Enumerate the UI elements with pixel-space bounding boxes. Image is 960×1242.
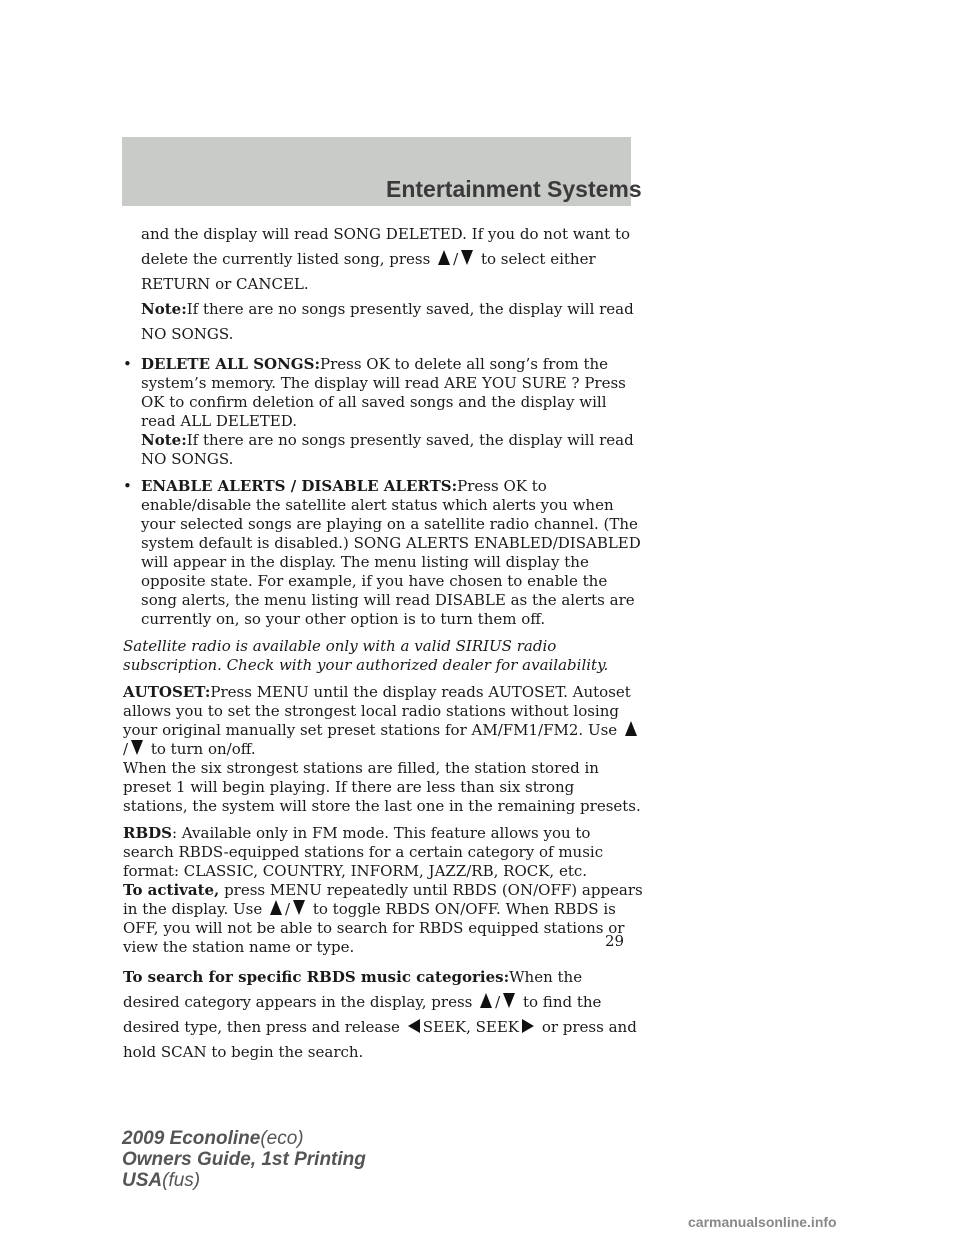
satellite-note: Satellite radio is available only with a valid SIRIUS radio subscription. Check with your authorized dealer for availability. xyxy=(123,637,609,674)
up-arrow-icon xyxy=(625,721,637,736)
down-arrow-icon xyxy=(131,740,143,755)
down-arrow-icon xyxy=(293,900,305,915)
down-arrow-icon xyxy=(461,250,473,265)
song-deleted-paragraph: and the display will read SONG DELETED. If you do not want to delete the currently listed song, press / to select either RETURN or CANCEL. Note:If there are no songs presently saved, the display will read NO SONGS. xyxy=(141,225,634,343)
rbds-paragraph: RBDS: Available only in FM mode. This feature allows you to search RBDS-equipped stations for a certain category of music format: CLASSIC, COUNTRY, INFORM, JAZZ/RB, ROCK, etc. To activate, press MENU repeatedly until RBDS (ON/OFF) appears in the display. Use / to toggle RBDS ON/OFF. When RBDS is OFF, you will not be able to search for RBDS equipped stations or view the station name or type. xyxy=(123,824,643,956)
autoset-paragraph: AUTOSET:Press MENU until the display reads AUTOSET. Autoset allows you to set the strongest local radio stations without losing your original manually set preset stations for AM/FM1/FM2. Use / to turn on/off. When the six strongest stations are filled, the station stored in preset 1 will begin playing. If there are less than six strong stations, the system will store the last one in the remaining presets. xyxy=(123,683,641,815)
bullet: • xyxy=(123,477,132,495)
seek-left-arrow-icon xyxy=(408,1019,420,1033)
section-title: Entertainment Systems xyxy=(386,176,642,202)
search-paragraph: To search for specific RBDS music categories:When the desired category appears in the display, press / to find the desired type, then press and release SEEK, SEEK or press and hold SCAN to begin the search. xyxy=(123,968,637,1061)
page-number: 29 xyxy=(605,932,625,950)
watermark: carmanualsonline.info xyxy=(688,1214,837,1230)
delete-all-songs-item: • DELETE ALL SONGS:Press OK to delete all song’s from the system’s memory. The display will read ARE YOU SURE ? Press OK to confirm deletion of all saved songs and the display will read ALL DELETED. Note:If there are no songs presently saved, the display will read NO SONGS. xyxy=(123,355,634,468)
up-arrow-icon xyxy=(438,250,450,265)
down-arrow-icon xyxy=(503,993,515,1008)
bullet: • xyxy=(123,355,132,373)
up-arrow-icon xyxy=(480,993,492,1008)
seek-right-arrow-icon xyxy=(522,1019,534,1033)
page-content xyxy=(123,222,643,1073)
alerts-item: • ENABLE ALERTS / DISABLE ALERTS:Press OK to enable/disable the satellite alert status which alerts you when your selected songs are playing on a satellite radio channel. (The system default is disabled.) SONG ALERTS ENABLED/DISABLED will appear in the display. The menu listing will display the opposite state. For example, if you have chosen to enable the song alerts, the menu listing will read DISABLE as the alerts are currently on, so your other option is to turn them off. xyxy=(123,477,641,628)
up-arrow-icon xyxy=(270,900,282,915)
footer: 2009 Econoline(eco) Owners Guide, 1st Printing USA(fus) xyxy=(122,1128,366,1191)
